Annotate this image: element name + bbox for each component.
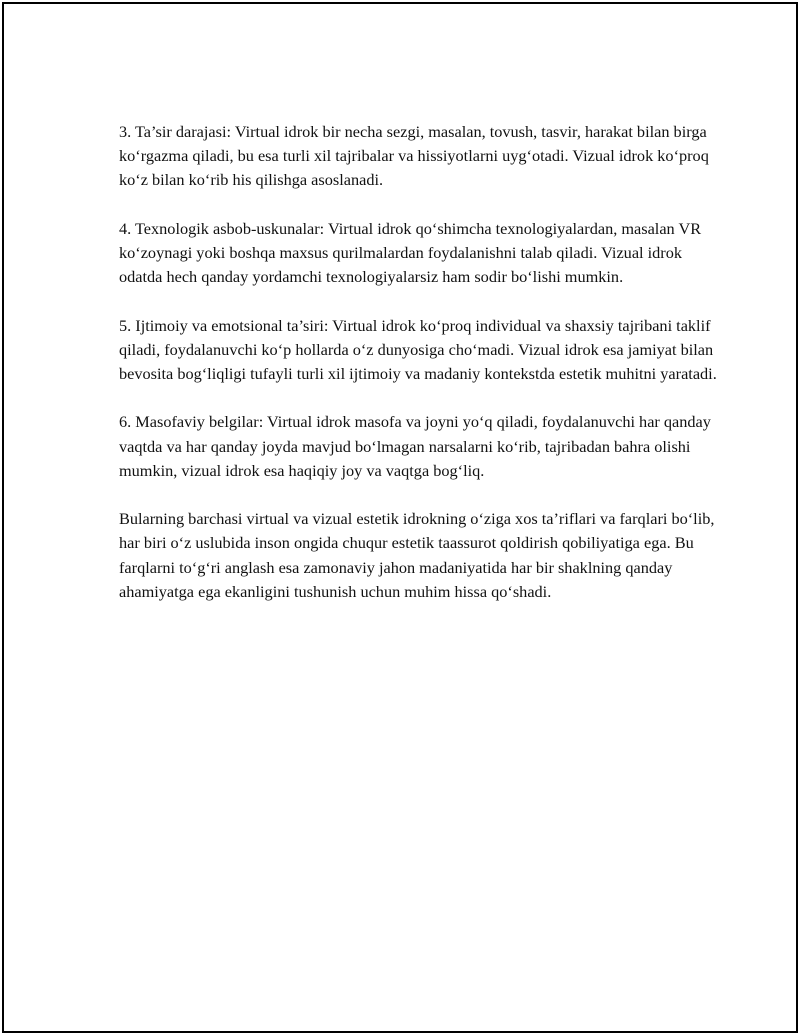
- document-body: [119, 120, 719, 628]
- paragraph-conclusion: Bularning barchasi virtual va vizual estetik idrokning o‘ziga xos ta’riflari va farqlari bo‘lib, har biri o‘z uslubida inson ongida chuqur estetik taassurot qoldirish qobiliyatiga ega. Bu farqlarni to‘g‘ri anglash esa zamonaviy jahon madaniyatida har bir shaklning qanday ahamiyatga ega ekanligini tushunish uchun muhim hissa qo‘shadi.: [119, 509, 715, 601]
- paragraph-ijtimoiy-emotsional: 5. Ijtimoiy va emotsional ta’siri: Virtual idrok ko‘proq individual va shaxsiy tajribani taklif qiladi, foydalanuvchi ko‘p hollarda o‘z dunyosiga cho‘madi. Vizual idrok esa jamiyat bilan bevosita bog‘liqligi tufayli turli xil ijtimoiy va madaniy kontekstda estetik muhitni yaratadi.: [119, 315, 717, 383]
- paragraph-masofaviy-belgilar: 6. Masofaviy belgilar: Virtual idrok masofa va joyni yo‘q qiladi, foydalanuvchi har qanday vaqtda va har qanday joyda mavjud bo‘lmagan narsalarni ko‘rib, tajribadan bahra olishi mumkin, vizual idrok esa haqiqiy joy va vaqtga bog‘liq.: [119, 412, 711, 480]
- document-page: [2, 2, 798, 1033]
- paragraph-tasir-darajasi: 3. Ta’sir darajasi: Virtual idrok bir necha sezgi, masalan, tovush, tasvir, harakat bilan birga ko‘rgazma qiladi, bu esa turli xil tajribalar va hissiyotlarni uyg‘otadi. Vizual idrok ko‘proq ko‘z bilan ko‘rib his qilishga asoslanadi.: [119, 122, 709, 190]
- paragraph-texnologik-asbob: 4. Texnologik asbob-uskunalar: Virtual idrok qo‘shimcha texnologiyalardan, masalan VR ko‘zoynagi yoki boshqa maxsus qurilmalardan foydalanishni talab qiladi. Vizual idrok odatda hech qanday yordamchi texnologiyalarsiz ham sodir bo‘lishi mumkin.: [119, 218, 702, 287]
